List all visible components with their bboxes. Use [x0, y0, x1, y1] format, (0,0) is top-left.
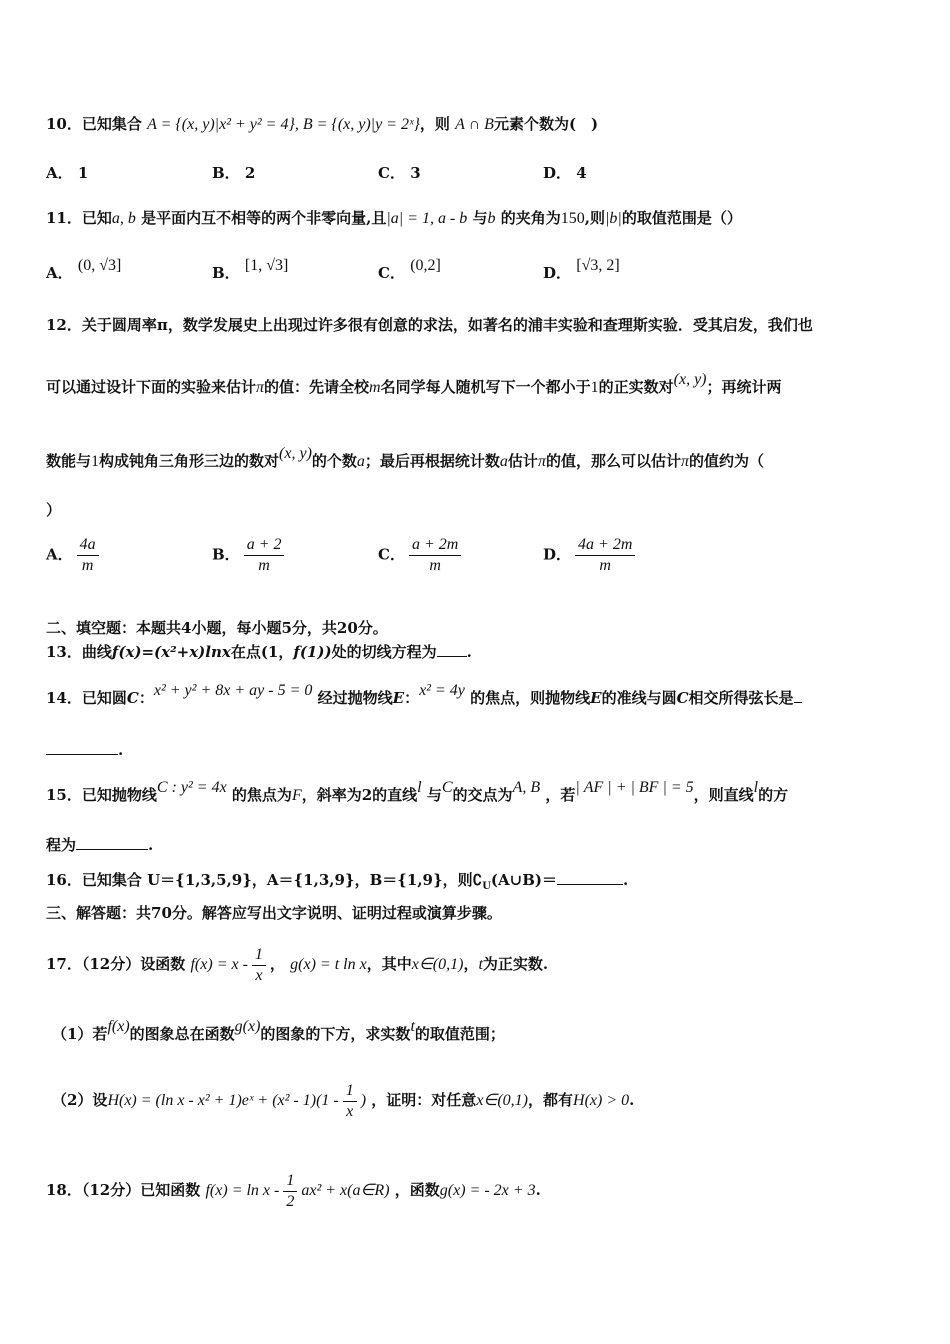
question-10: 10．已知集合 A = {(x, y)|x² + y² = 4}, B = {(x, y)|y = 2ˣ}，则 A ∩ B元素个数为( )	[46, 115, 599, 133]
option-c: C． 3	[378, 164, 421, 182]
answer-blank[interactable]	[76, 849, 148, 850]
answer-blank[interactable]	[437, 656, 467, 657]
q10-options	[46, 162, 906, 192]
answer-blank[interactable]	[46, 754, 118, 755]
option-b: B． [1, √3]	[212, 257, 289, 282]
option-a: A． (0, √3]	[46, 257, 122, 282]
q12-line-2: 可以通过设计下面的实验来估计π的值：先请全校m名同学每人随机写下一个都小于1的正实数对(x, y)；再统计两	[46, 371, 782, 396]
question-13: 13．曲线f(x)=(x²+x)lnx在点(1，f(1))处的切线方程为 .	[46, 643, 472, 661]
question-16: 16．已知集合 U＝{1,3,5,9}，A＝{1,3,9}，B＝{1,9}，则$∁_U(A\cup B)=$ .	[46, 871, 629, 892]
answer-blank[interactable]	[557, 884, 623, 885]
question-14: 14．已知圆C：x² + y² + 8x + ay - 5 = 0 经过抛物线E：x² = 4y 的焦点，则抛物线E的准线与圆C相交所得弦长是	[46, 688, 802, 709]
question-11: 11．已知a, b 是平面内互不相等的两个非零向量,且|a| = 1, a - b 与b 的夹角为150,则|b|的取值范围是（）	[46, 209, 742, 227]
q17-part-1: （1）若f(x)的图象总在函数g(x)的图象的下方，求实数t的取值范围；	[52, 1018, 505, 1043]
option-b: B． 2	[212, 164, 256, 182]
q12-options	[46, 535, 906, 583]
question-15: 15．已知抛物线C : y² = 4x 的焦点为F，斜率为2的直线l 与C的交点为A, B ，若| AF | + | BF | = 5，则直线l的方	[46, 779, 789, 804]
q17-part-2: （2）设H(x) = (ln x - x² + 1)eˣ + (x² - 1)(1 - $\frac{1}{x}$ ) ，证明：对任意x∈(0,1)，都有H(x) > 0.	[52, 1081, 635, 1120]
option-a: A． $\frac{4a}{m}$	[46, 535, 103, 576]
section-2-heading: 二、填空题：本题共4小题，每小题5分，共20分。	[46, 619, 388, 637]
q11-options	[46, 257, 906, 292]
question-12: 12．关于圆周率π，数学发展史上出现过许多很有创意的求法，如著名的浦丰实验和查理斯实验．受其启发，我们也	[46, 316, 813, 334]
q14-line-2: .	[46, 740, 123, 760]
question-18: 18．（12分）已知函数 f(x) = ln x - $\frac{1}{2}$ ax² + x(a∈R) ，函数g(x) = - 2x + 3.	[46, 1171, 541, 1210]
question-17: 17．（12分）设函数 f(x) = x - $\frac{1}{x}$ ， g(x) = t ln x，其中x∈(0,1)，t为正实数.	[46, 945, 549, 984]
option-b: B． $\frac{a + 2}{m}$	[212, 535, 288, 576]
section-3-heading: 三、解答题：共70分。解答应写出文字说明、证明过程或演算步骤。	[46, 904, 502, 922]
option-a: A． 1	[46, 164, 89, 182]
option-c: C． (0,2]	[378, 257, 441, 282]
set-definition: A = {(x, y)|x² + y² = 4}, B = {(x, y)|y = 2ˣ}	[147, 116, 420, 133]
q12-line-4: ）	[46, 501, 62, 519]
q15-line-2: 程为 .	[46, 836, 154, 854]
option-d: D． $\frac{4a + 2m}{m}$	[543, 535, 639, 576]
option-d: D． [√3, 2]	[543, 257, 620, 282]
option-c: C． $\frac{a + 2m}{m}$	[378, 535, 465, 576]
option-d: D． 4	[543, 164, 587, 182]
q12-line-3: 数能与1构成钝角三角形三边的数对(x, y)的个数a；最后再根据统计数a估计π的值，那么可以估计π的值约为（	[46, 445, 764, 470]
